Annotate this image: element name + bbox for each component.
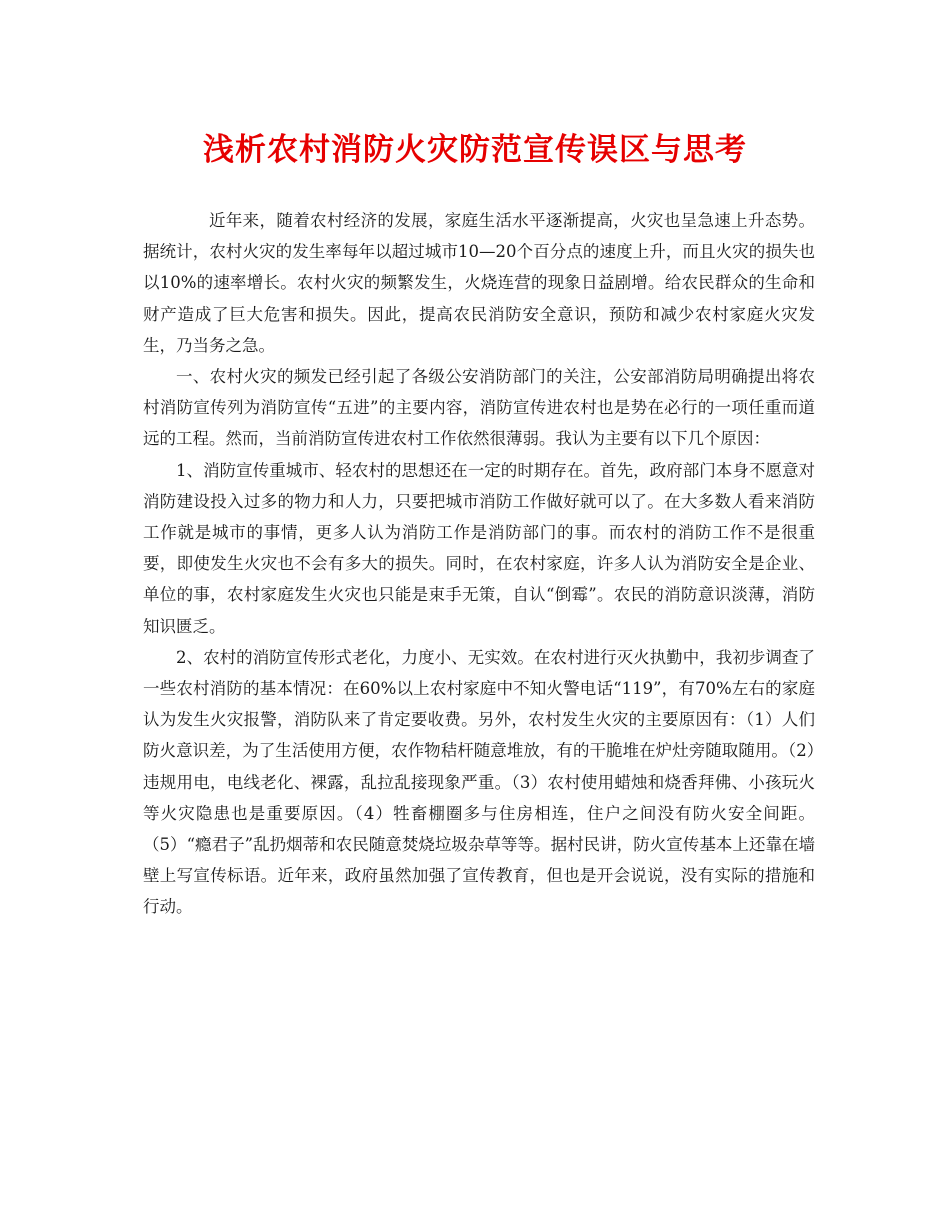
paragraph-point-2: 2、农村的消防宣传形式老化，力度小、无实效。在农村进行灭火执勤中，我初步调查了一些农村消防的基本情况：在60%以上农村家庭中不知火警电话“119”，有70%左右的家庭认为发生火灾报警，消防队来了肯定要收费。另外，农村发生火灾的主要原因有：（1）人们防火意识差，为了生活使用方便，农作物秸杆随意堆放，有的干脆堆在炉灶旁随取随用。（2）违规用电，电线老化、裸露，乱拉乱接现象严重。（3）农村使用蜡烛和烧香拜佛、小孩玩火等火灾隐患也是重要原因。（4）牲畜棚圈多与住房相连，住户之间没有防火安全间距。（5）“瘾君子”乱扔烟蒂和农民随意焚烧垃圾杂草等等。据村民讲，防火宣传基本上还靠在墙壁上写宣传标语。近年来，政府虽然加强了宣传教育，但也是开会说说，没有实际的措施和行动。 bbox=[143, 647, 815, 917]
document-body bbox=[143, 205, 815, 923]
paragraph-section-1: 一、农村火灾的频发已经引起了各级公安消防部门的关注，公安部消防局明确提出将农村消防宣传列为消防宣传“五进”的主要内容，消防宣传进农村也是势在必行的一项任重而道远的工程。然而，当前消防宣传进农村工作依然很薄弱。我认为主要有以下几个原因： bbox=[143, 367, 815, 449]
paragraph-point-1: 1、消防宣传重城市、轻农村的思想还在一定的时期存在。首先，政府部门本身不愿意对消防建设投入过多的物力和人力，只要把城市消防工作做好就可以了。在大多数人看来消防工作就是城市的事情，更多人认为消防工作是消防部门的事。而农村的消防工作不是很重要，即使发生火灾也不会有多大的损失。同时，在农村家庭，许多人认为消防安全是企业、单位的事，农村家庭发生火灾也只能是束手无策，自认“倒霉”。农民的消防意识淡薄，消防知识匮乏。 bbox=[143, 460, 815, 636]
paragraph-intro: 近年来，随着农村经济的发展，家庭生活水平逐渐提高，火灾也呈急速上升态势。据统计，农村火灾的发生率每年以超过城市10—20个百分点的速度上升，而且火灾的损失也以10%的速率增长。农村火灾的频繁发生，火烧连营的现象日益剧增。给农民群众的生命和财产造成了巨大危害和损失。因此，提高农民消防安全意识，预防和减少农村家庭火灾发生，乃当务之急。 bbox=[143, 211, 815, 355]
document-title: 浅析农村消防火灾防范宣传误区与思考 bbox=[203, 132, 747, 168]
